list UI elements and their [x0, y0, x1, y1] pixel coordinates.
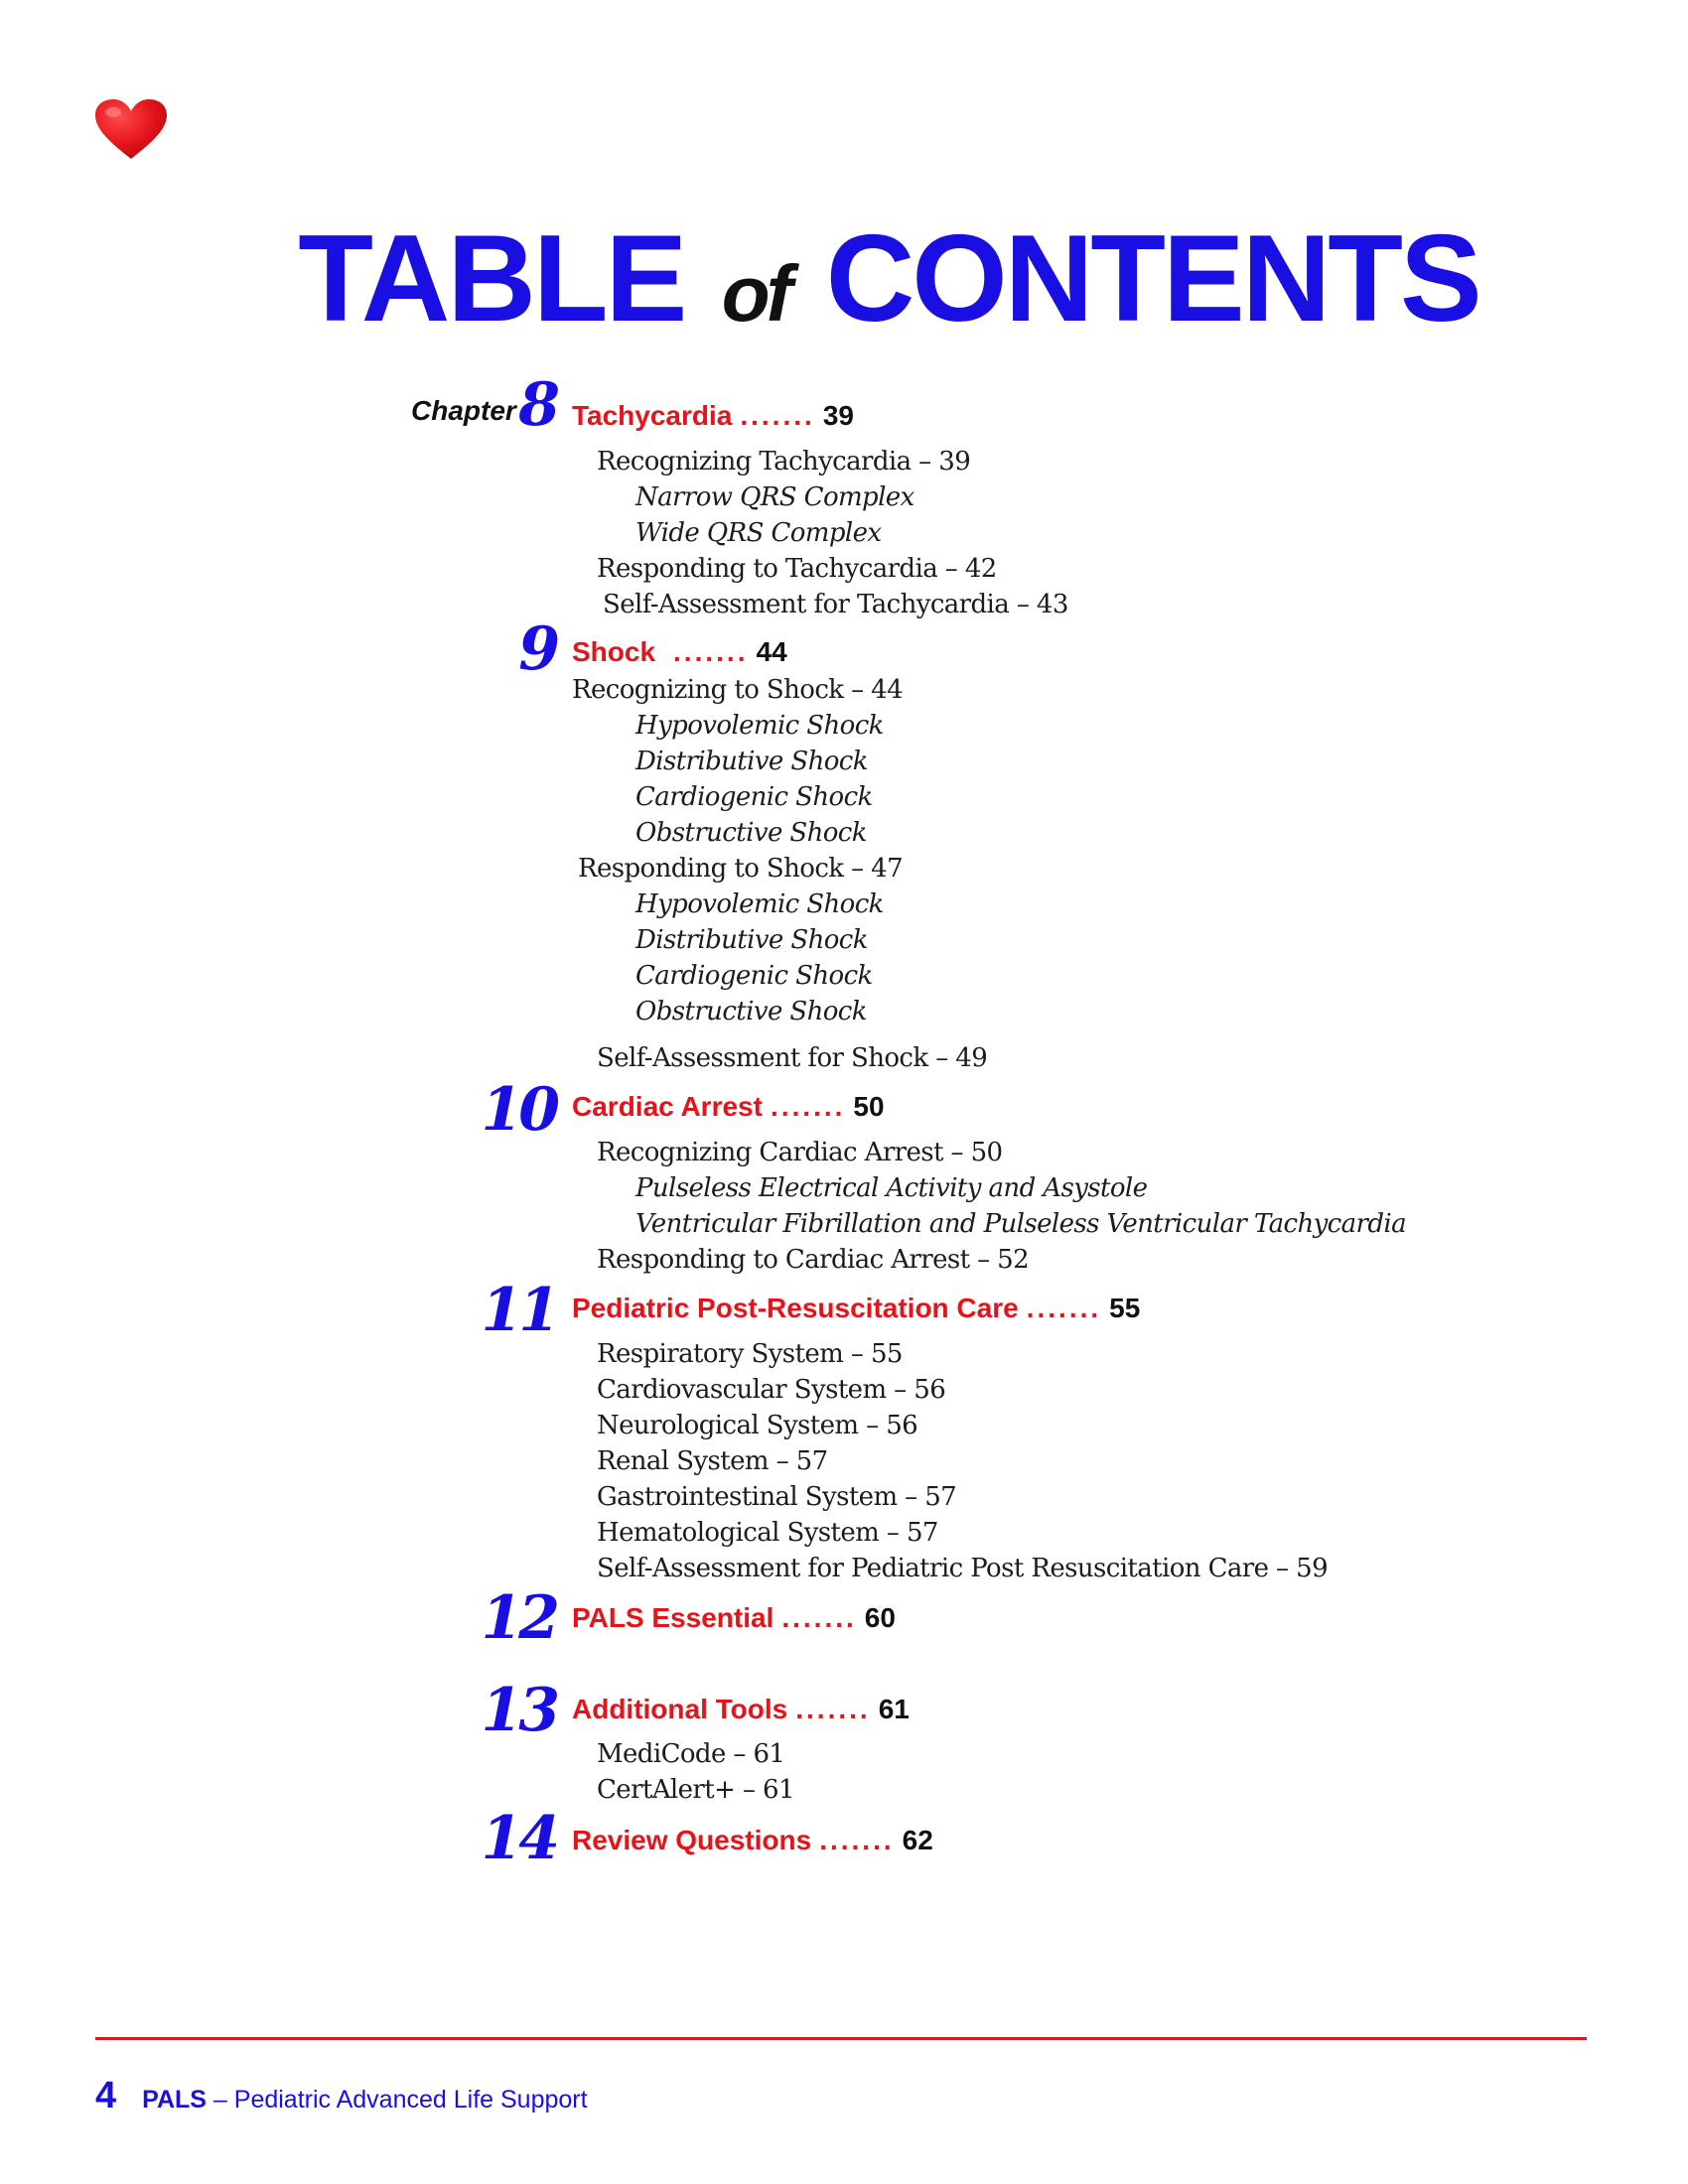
- chapter-number: 12: [481, 1583, 556, 1653]
- toc-subentry[interactable]: Ventricular Fibrillation and Pulseless Ventricular Tachycardia: [635, 1209, 1407, 1239]
- toc-subentry[interactable]: Wide QRS Complex: [635, 518, 882, 548]
- chapter-heading[interactable]: [572, 400, 854, 432]
- chapter-page: 62: [902, 1825, 933, 1855]
- toc-entry[interactable]: CertAlert+ – 61: [597, 1775, 794, 1805]
- footer-rule: [95, 2037, 1587, 2040]
- leader-dots: .......: [1026, 1293, 1102, 1323]
- chapter-heading[interactable]: [572, 636, 787, 668]
- toc-entry[interactable]: Respiratory System – 55: [597, 1339, 903, 1369]
- chapter-title: Cardiac Arrest: [572, 1091, 763, 1122]
- chapter-page: 60: [864, 1602, 896, 1633]
- toc-entry[interactable]: Recognizing to Shock – 44: [572, 675, 904, 705]
- chapter-page: 44: [756, 636, 787, 667]
- chapter-page: 39: [822, 400, 854, 431]
- chapter-title: Review Questions: [572, 1825, 812, 1855]
- chapter-label: Chapter: [411, 395, 516, 426]
- toc-entry[interactable]: Neurological System – 56: [597, 1411, 918, 1440]
- toc-subentry[interactable]: Cardiogenic Shock: [635, 782, 873, 812]
- chapter-page: 50: [853, 1091, 885, 1122]
- page-title: [0, 208, 1688, 349]
- chapter-heading[interactable]: [572, 1825, 933, 1856]
- chapter-title: Shock: [572, 636, 656, 667]
- footer-subtitle: – Pediatric Advanced Life Support: [206, 2086, 588, 2114]
- leader-dots: .......: [770, 1091, 846, 1122]
- chapter-number: 13: [481, 1676, 556, 1745]
- chapter-number: 14: [481, 1804, 556, 1873]
- toc-subentry[interactable]: Narrow QRS Complex: [635, 482, 914, 512]
- toc-subentry[interactable]: Hypovolemic Shock: [635, 711, 884, 741]
- chapter-page: 55: [1109, 1293, 1141, 1323]
- chapter-title: Additional Tools: [572, 1694, 788, 1724]
- chapter-title: PALS Essential: [572, 1602, 774, 1633]
- toc-entry[interactable]: Responding to Cardiac Arrest – 52: [597, 1245, 1030, 1275]
- leader-dots: .......: [819, 1825, 895, 1855]
- chapter-heading[interactable]: [572, 1602, 896, 1634]
- toc-entry[interactable]: Responding to Shock – 47: [578, 854, 904, 884]
- toc-entry[interactable]: MediCode – 61: [597, 1739, 785, 1769]
- chapter-title: Pediatric Post-Resuscitation Care: [572, 1293, 1019, 1323]
- toc-entry[interactable]: Recognizing Cardiac Arrest – 50: [597, 1138, 1003, 1167]
- chapter-heading[interactable]: [572, 1091, 885, 1123]
- toc-subentry[interactable]: Obstructive Shock: [635, 997, 867, 1026]
- chapter-heading[interactable]: [572, 1694, 910, 1725]
- toc-subentry[interactable]: Cardiogenic Shock: [635, 961, 873, 991]
- footer-page-number: 4: [95, 2075, 117, 2116]
- chapter-number: 11: [481, 1276, 556, 1345]
- toc-subentry[interactable]: Hypovolemic Shock: [635, 889, 884, 919]
- leader-dots: .......: [740, 400, 815, 431]
- toc-entry[interactable]: Cardiovascular System – 56: [597, 1375, 946, 1405]
- title-table: TABLE: [298, 210, 685, 347]
- chapter-page: 61: [878, 1694, 910, 1724]
- footer: [95, 2075, 588, 2117]
- chapter-heading[interactable]: [572, 1293, 1140, 1324]
- toc-entry[interactable]: Gastrointestinal System – 57: [597, 1482, 957, 1512]
- toc-entry[interactable]: Responding to Tachycardia – 42: [597, 554, 997, 584]
- toc-subentry[interactable]: Pulseless Electrical Activity and Asystole: [635, 1173, 1148, 1203]
- toc-entry[interactable]: Hematological System – 57: [597, 1518, 938, 1548]
- toc-subentry[interactable]: Distributive Shock: [635, 747, 868, 776]
- footer-brand: PALS: [142, 2086, 207, 2114]
- toc-entry[interactable]: Self-Assessment for Pediatric Post Resuscitation Care – 59: [597, 1554, 1329, 1583]
- chapter-number: 9: [518, 614, 556, 684]
- heart-icon: [95, 99, 167, 161]
- toc-entry[interactable]: Recognizing Tachycardia – 39: [597, 447, 971, 477]
- toc-subentry[interactable]: Obstructive Shock: [635, 818, 867, 848]
- chapter-title: Tachycardia: [572, 400, 733, 431]
- leader-dots: .......: [673, 636, 749, 667]
- title-of: of: [721, 249, 789, 338]
- title-contents: CONTENTS: [825, 210, 1479, 347]
- toc-entry[interactable]: Self-Assessment for Tachycardia – 43: [603, 590, 1068, 619]
- toc-subentry[interactable]: Distributive Shock: [635, 925, 868, 955]
- toc-entry[interactable]: Renal System – 57: [597, 1446, 828, 1476]
- chapter-number: 10: [481, 1075, 556, 1145]
- toc-entry[interactable]: Self-Assessment for Shock – 49: [597, 1043, 988, 1073]
- chapter-number: 8: [518, 370, 556, 440]
- leader-dots: .......: [795, 1694, 871, 1724]
- leader-dots: .......: [781, 1602, 857, 1633]
